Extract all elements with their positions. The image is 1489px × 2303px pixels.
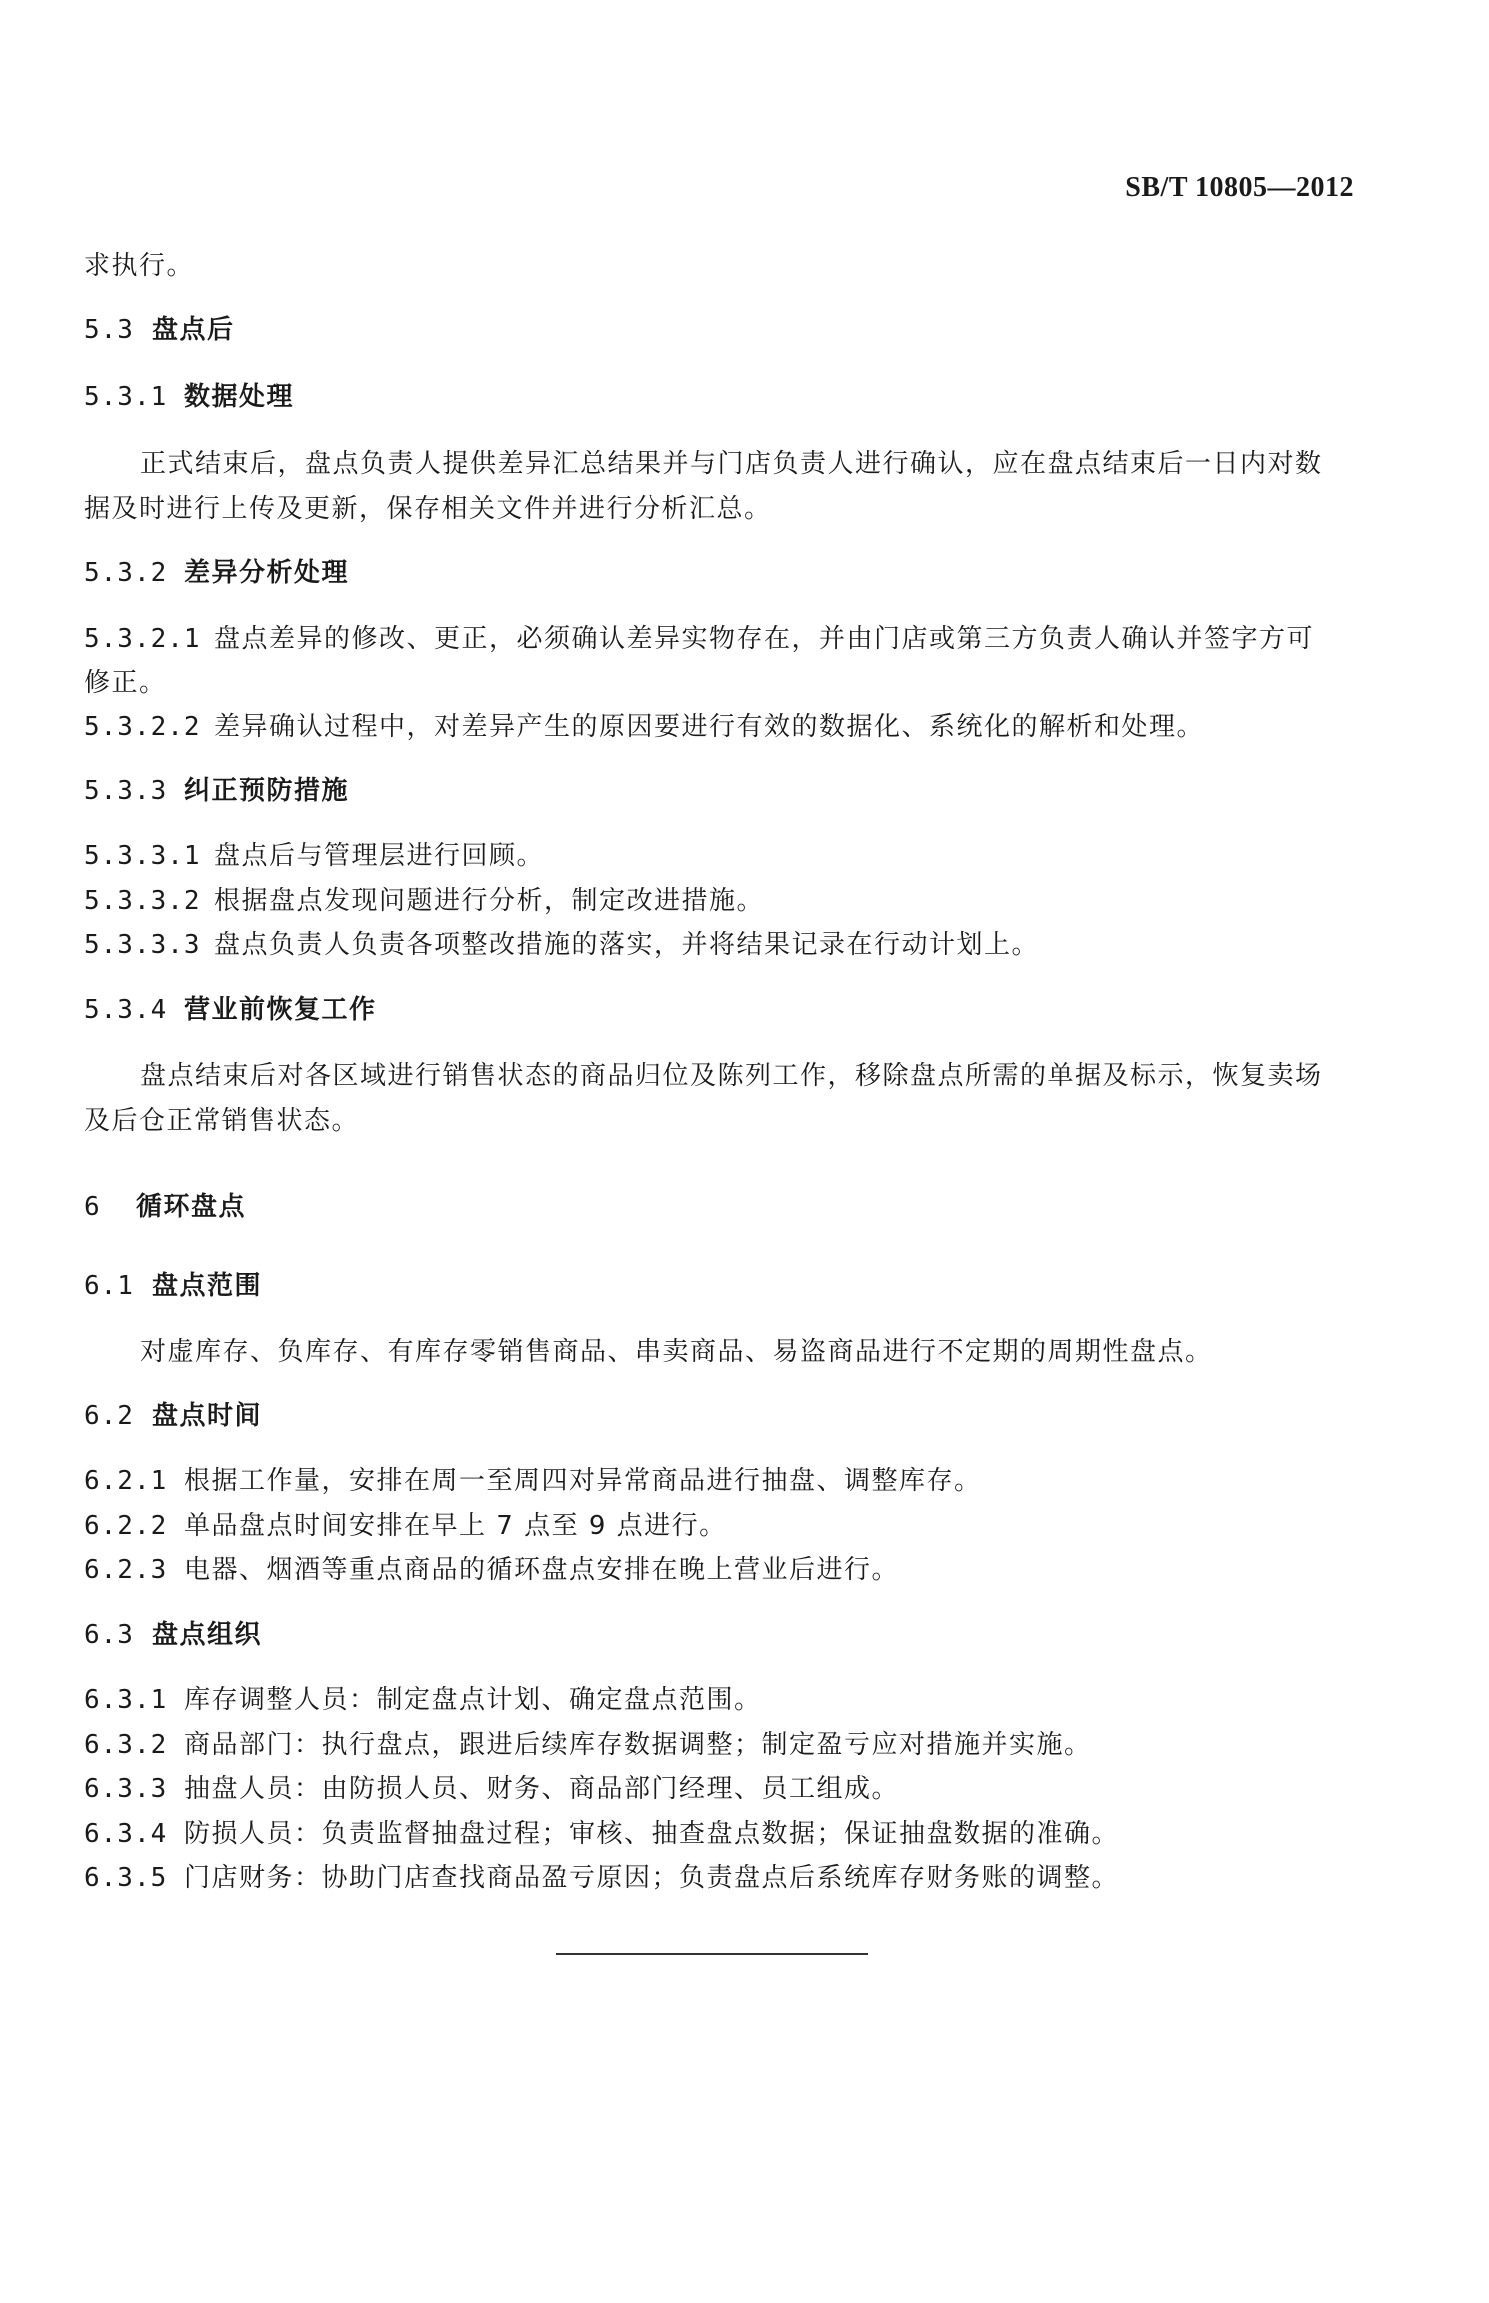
clause-6-2-1 — [84, 1465, 982, 1497]
clause-6-3-2 — [84, 1729, 1092, 1761]
clause-5-3-2-2 — [84, 711, 1204, 743]
paragraph-continuation: 求执行。 — [84, 251, 195, 281]
section-heading-5-3 — [84, 314, 235, 346]
section-title: 盘点组织 — [152, 1620, 263, 1650]
clause-text: 商品部门：执行盘点，跟进后续库存数据调整；制定盈亏应对措施并实施。 — [184, 1730, 1092, 1760]
clause-number: 6.3.2 — [84, 1730, 168, 1760]
clause-6-3-1 — [84, 1684, 762, 1716]
section-heading-6-3 — [84, 1619, 262, 1651]
section-number: 6.3 — [84, 1620, 134, 1650]
paragraph-5-3-1-line-1: 正式结束后，盘点负责人提供差异汇总结果并与门店负责人进行确认，应在盘点结束后一日内对数 — [140, 449, 1323, 479]
section-heading-6-2 — [84, 1400, 262, 1432]
section-heading-5-3-1 — [84, 381, 294, 413]
clause-5-3-3-2 — [84, 885, 764, 917]
section-number: 5.3.4 — [84, 995, 168, 1025]
clause-text: 根据盘点发现问题进行分析，制定改进措施。 — [214, 886, 765, 916]
section-number: 5.3 — [84, 315, 134, 345]
clause-number: 6.3.3 — [84, 1774, 168, 1804]
clause-5-3-2-1 — [84, 623, 1314, 655]
section-heading-5-3-3 — [84, 775, 349, 807]
clause-text: 门店财务：协助门店查找商品盈亏原因；负责盘点后系统库存财务账的调整。 — [184, 1863, 1120, 1893]
clause-text: 盘点差异的修改、更正，必须确认差异实物存在，并由门店或第三方负责人确认并签字方可 — [214, 624, 1315, 654]
clause-text: 盘点负责人负责各项整改措施的落实，并将结果记录在行动计划上。 — [214, 930, 1040, 960]
section-number: 6.1 — [84, 1271, 134, 1301]
section-number: 5.3.3 — [84, 776, 168, 806]
section-number: 5.3.2 — [84, 558, 168, 588]
clause-number: 5.3.2.2 — [84, 712, 201, 742]
clause-number: 6.3.1 — [84, 1685, 168, 1715]
clause-text: 防损人员：负责监督抽盘过程；审核、抽查盘点数据；保证抽盘数据的准确。 — [184, 1819, 1120, 1849]
clause-text: 抽盘人员：由防损人员、财务、商品部门经理、员工组成。 — [184, 1774, 900, 1804]
clause-5-3-3-3 — [84, 929, 1039, 961]
clause-number: 6.2.3 — [84, 1555, 168, 1585]
clause-6-3-4 — [84, 1818, 1119, 1850]
paragraph-6-1: 对虚库存、负库存、有库存零销售商品、串卖商品、易盗商品进行不定期的周期性盘点。 — [140, 1337, 1213, 1367]
section-heading-5-3-2 — [84, 557, 349, 589]
clause-number: 5.3.3.2 — [84, 886, 201, 916]
paragraph-5-3-4-line-2: 及后仓正常销售状态。 — [84, 1106, 360, 1136]
section-title: 纠正预防措施 — [184, 776, 350, 806]
clause-number: 5.3.3.1 — [84, 841, 201, 871]
clause-5-3-3-1 — [84, 840, 544, 872]
section-heading-5-3-4 — [84, 994, 377, 1026]
clause-5-3-2-1-continuation: 修正。 — [84, 668, 167, 698]
section-title: 盘点范围 — [152, 1271, 263, 1301]
chapter-title: 循环盘点 — [136, 1192, 247, 1222]
clause-6-2-2 — [84, 1510, 727, 1542]
chapter-heading-6 — [84, 1191, 246, 1223]
clause-number: 6.3.4 — [84, 1819, 168, 1849]
clause-text: 差异确认过程中，对差异产生的原因要进行有效的数据化、系统化的解析和处理。 — [214, 712, 1205, 742]
chapter-number: 6 — [84, 1192, 101, 1222]
clause-text: 库存调整人员：制定盘点计划、确定盘点范围。 — [184, 1685, 762, 1715]
section-number: 5.3.1 — [84, 382, 168, 412]
clause-number: 5.3.3.3 — [84, 930, 201, 960]
clause-number: 6.2.2 — [84, 1511, 168, 1541]
section-title: 盘点时间 — [152, 1401, 263, 1431]
paragraph-5-3-4-line-1: 盘点结束后对各区域进行销售状态的商品归位及陈列工作，移除盘点所需的单据及标示，恢复卖场 — [140, 1061, 1323, 1091]
paragraph-5-3-1-line-2: 据及时进行上传及更新，保存相关文件并进行分析汇总。 — [84, 494, 772, 524]
clause-text: 根据工作量，安排在周一至周四对异常商品进行抽盘、调整库存。 — [184, 1466, 982, 1496]
clause-6-2-3 — [84, 1554, 899, 1586]
clause-text: 单品盘点时间安排在早上 7 点至 9 点进行。 — [184, 1511, 727, 1541]
section-title: 盘点后 — [152, 315, 235, 345]
section-number: 6.2 — [84, 1401, 134, 1431]
clause-6-3-3 — [84, 1773, 899, 1805]
document-code: SB/T 10805—2012 — [1125, 172, 1354, 203]
section-title: 差异分析处理 — [184, 558, 350, 588]
clause-number: 6.2.1 — [84, 1466, 168, 1496]
clause-text: 电器、烟酒等重点商品的循环盘点安排在晚上营业后进行。 — [184, 1555, 900, 1585]
clause-6-3-5 — [84, 1862, 1119, 1894]
clause-number: 6.3.5 — [84, 1863, 168, 1893]
end-of-document-rule — [556, 1953, 868, 1955]
section-title: 营业前恢复工作 — [184, 995, 377, 1025]
section-heading-6-1 — [84, 1270, 262, 1302]
clause-text: 盘点后与管理层进行回顾。 — [214, 841, 545, 871]
section-title: 数据处理 — [184, 382, 295, 412]
clause-number: 5.3.2.1 — [84, 624, 201, 654]
